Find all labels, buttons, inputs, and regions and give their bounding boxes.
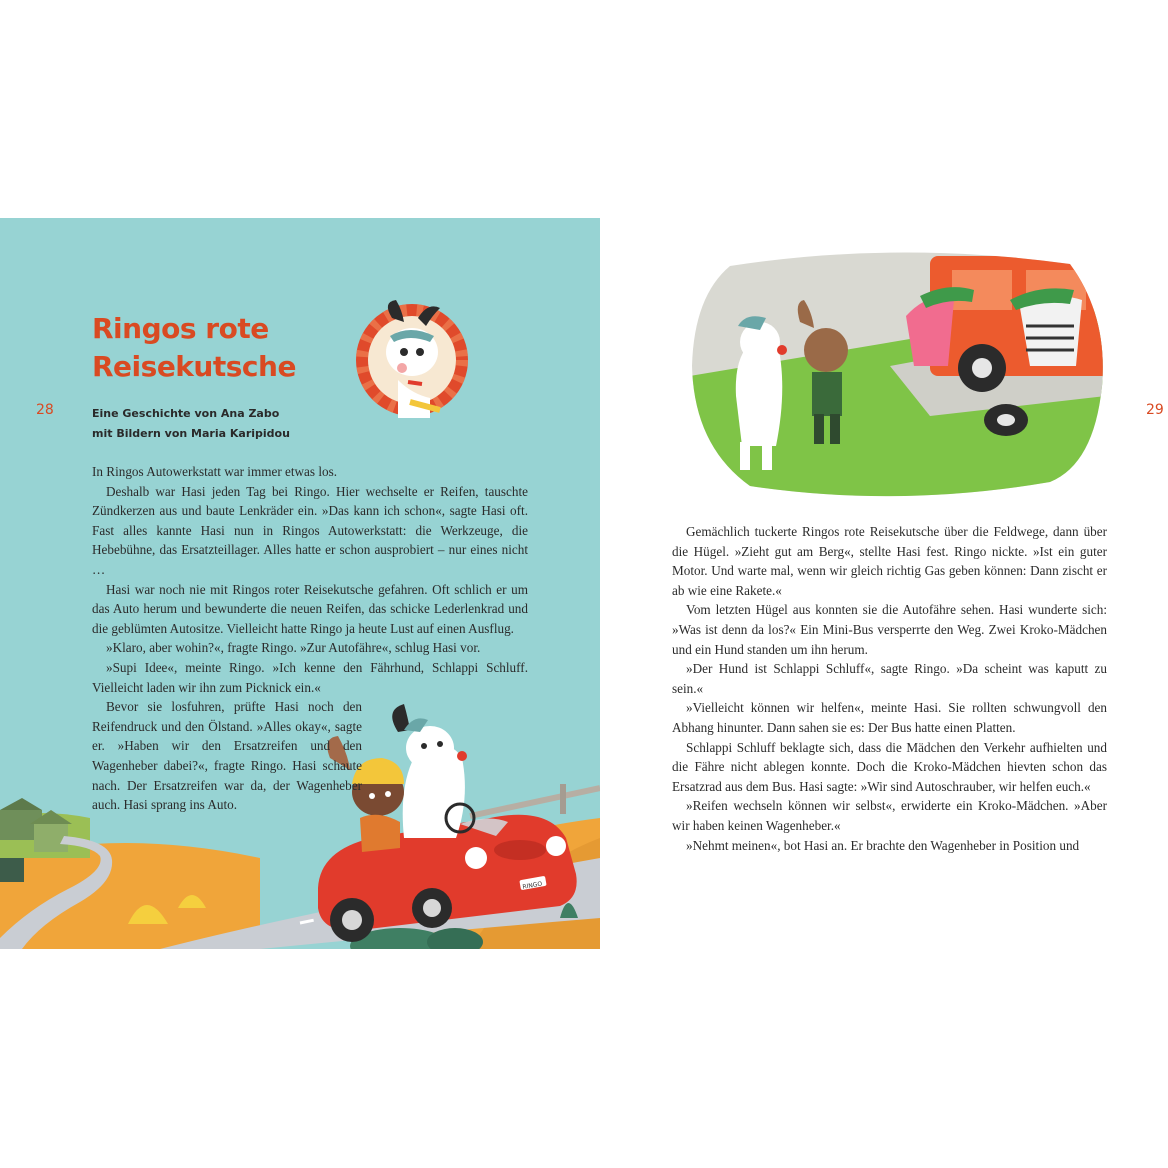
title-line: Ringos rote — [92, 312, 269, 345]
paragraph: »Supi Idee«, meinte Ringo. »Ich kenne den Fährhund, Schlappi Schluff. Vielleicht laden wir ihn zum Picknick ein.« — [92, 659, 528, 695]
paragraph: In Ringos Autowerkstatt war immer etwas los. — [92, 464, 338, 479]
title-line: Reisekutsche — [92, 350, 296, 383]
car-plate: RINGO — [521, 880, 543, 891]
paragraph: »Nehmt meinen«, bot Hasi an. Er brachte den Wagenheber in Position und — [686, 837, 1080, 853]
right-page-text — [672, 522, 1107, 855]
flat-tire-illustration — [690, 246, 1106, 502]
paragraph: »Reifen wechseln können wir selbst«, erwiderte ein Kroko-Mädchen. »Aber wir haben keinen Wagenheber.« — [672, 798, 1107, 833]
right-page — [600, 218, 1168, 949]
paragraph: »Der Hund ist Schlappi Schluff«, sagte Ringo. »Da scheint was kaputt zu sein.« — [672, 661, 1107, 696]
page-number-left: 28 — [36, 402, 54, 418]
story-credits — [92, 404, 290, 444]
paragraph: Gemächlich tuckerte Ringos rote Reisekutsche über die Feldwege, dann über die Hügel. »Zieht gut am Berg«, stellte Hasi fest. Ringo nickte. »Ist ein guter Motor. Und warte mal, wenn wir gleich richtig Gas geben können: Dann zischt er ab wie eine Rakete.« — [672, 524, 1107, 598]
paragraph: Deshalb war Hasi jeden Tag bei Ringo. Hier wechselte er Reifen, tauschte Zündkerzen aus und baute Lenkräder ein. »Das kann ich schon«, sagte Hasi oft. Fast alles kannte Hasi nun in Ringos Autowerkstatt: die Werkzeuge, die Hebebühne, das Ersatzteillager. Alles hatte er schon ausprobiert – nur eines nicht … — [92, 483, 528, 577]
paragraph: Vom letzten Hügel aus konnten sie die Autofähre sehen. Hasi wunderte sich: »Was ist denn da los?« Ein Mini-Bus versperrte den Weg. Zwei Kroko-Mädchen und ein Hund standen um ihn herum. — [672, 602, 1107, 657]
paragraph: Schlappi Schluff beklagte sich, dass die Mädchen den Verkehr aufhielten und die Fähre nicht ablegen konnte. Doch die Kroko-Mädchen hievten schon das Ersatzrad aus dem Bus. Hasi sagte: »Wir sind Autoschrauber, wir helfen euch.« — [672, 739, 1107, 794]
ringo-portrait-frame — [352, 298, 476, 428]
author-credit: Eine Geschichte von Ana Zabo — [92, 407, 280, 420]
paragraph: Hasi war noch nie mit Ringos roter Reisekutsche gefahren. Oft schlich er um das Auto herum und bewunderte die neuen Reifen, das schicke Lederlenkrad und die geblümten Autositze. Vielleicht hatte Ringo ja heute Lust auf einen Ausflug. — [92, 581, 528, 636]
story-title — [92, 310, 296, 386]
left-page-text — [92, 462, 528, 815]
paragraph: Bevor sie losfuhren, prüfte Hasi noch den Reifendruck und den Ölstand. »Alles okay«, sagte er. »Haben wir den Ersatzreifen und den Wagenheber dabei?«, fragte Ringo. Hasi schaute nach. Der Ersatzreifen war da, der Wagenheber auch. Hasi sprang ins Auto. — [92, 699, 362, 813]
paragraph: »Klaro, aber wohin?«, fragte Ringo. »Zur Autofähre«, schlug Hasi vor. — [106, 640, 481, 656]
paragraph: »Vielleicht können wir helfen«, meinte Hasi. Sie rollten schwungvoll den Abhang hinunter. Dann sahen sie es: Der Bus hatte einen Platten. — [672, 700, 1107, 735]
illustrator-credit: mit Bildern von Maria Karipidou — [92, 427, 290, 440]
left-page — [0, 218, 600, 949]
page-number-right: 29 — [1146, 402, 1164, 418]
